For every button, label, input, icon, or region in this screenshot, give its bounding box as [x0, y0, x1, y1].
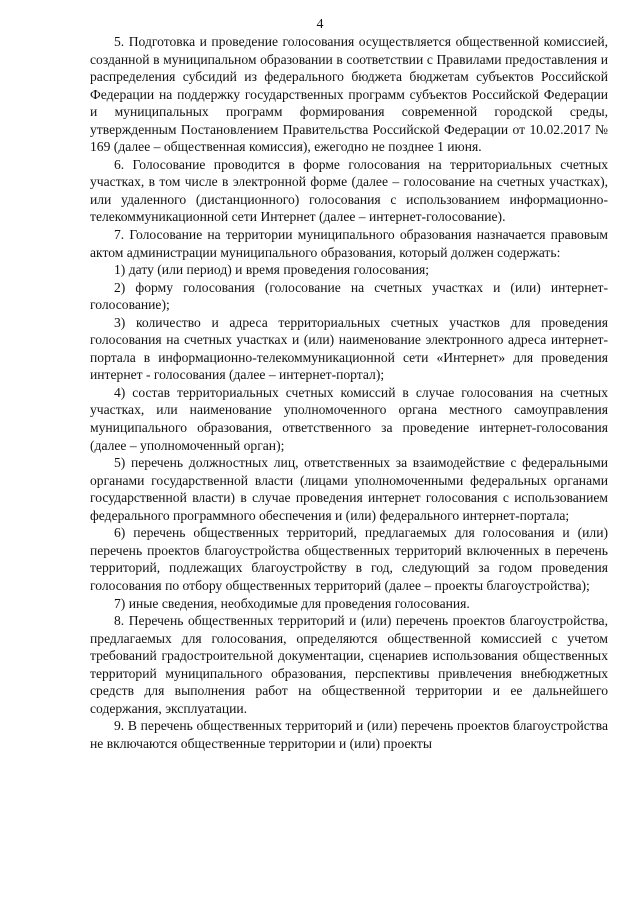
- page-number: 4: [316, 17, 324, 32]
- paragraph-8: 8. Перечень общественных территорий и (или) перечень проектов благоустройства, предлагаемых для голосования, определяются общественной комиссией с учетом требований градостроительной документации, сценариев использования общественных территорий муниципального образования, перспективы привлечения внебюджетных средств для выполнения работ на общественной территории и ее дальнейшего содержания, эксплуатации.: [90, 613, 608, 716]
- list-item-7: 7) иные сведения, необходимые для проведения голосования.: [114, 595, 470, 611]
- paragraph-5: 5. Подготовка и проведение голосования осуществляется общественной комиссией, созданной в муниципальном образовании в соответствии с Правилами предоставления и распределения субсидий из федерального бюджета бюджетам субъектов Российской Федерации на поддержку государственных программ субъектов Российской Федерации и муниципальных программ формирования современной городской среды, утвержденным Постановлением Правительства Российской Федерации от 10.02.2017 № 169 (далее – общественная комиссия), ежегодно не позднее 1 июня.: [90, 34, 608, 155]
- paragraph-6: 6. Голосование проводится в форме голосования на территориальных счетных участках, в том числе в электронной форме (далее – голосование на счетных участках), или удаленного (дистанционного) голосования с использованием информационно-телекоммуникационной сети Интернет (далее – интернет-голосование).: [90, 156, 608, 225]
- paragraph-9: 9. В перечень общественных территорий и (или) перечень проектов благоустройства не включаются общественные территории и (или) проекты: [90, 718, 608, 751]
- paragraph-7: 7. Голосование на территории муниципального образования назначается правовым актом администрации муниципального образования, который должен содержать:: [90, 227, 608, 260]
- list-item-6: 6) перечень общественных территорий, предлагаемых для голосования и (или) перечень проектов благоустройства общественных территорий включенных в перечень территорий, подлежащих благоустройству в год, следующий за годом проведения голосования по отбору общественных территорий (далее – проекты благоустройства);: [90, 525, 608, 593]
- list-item-1: 1) дату (или период) и время проведения голосования;: [114, 262, 430, 278]
- list-item-4: 4) состав территориальных счетных комиссий в случае голосования на счетных участках, или наименование уполномоченного органа местного самоуправления муниципального образования, ответственного за проведение интернет-голосования (далее – уполномоченный орган);: [90, 384, 608, 453]
- list-item-2: 2) форму голосования (голосование на счетных участках и (или) интернет-голосование);: [90, 279, 608, 313]
- document-body: [90, 33, 608, 752]
- list-item-3: 3) количество и адреса территориальных счетных участков для проведения голосования на счетных участках и (или) наименование электронного адреса интернет-портала в информационно-телекоммуникационной сети «Интернет» для проведения интернет - голосования (далее – интернет-портал);: [90, 314, 608, 383]
- list-item-5: 5) перечень должностных лиц, ответственных за взаимодействие с федеральными органами государственной власти (лицами уполномоченными федеральных органами государственной власти) в случае проведения интернет голосования с использованием федерального программного обеспечения и (или) федерального интернет-портала;: [90, 455, 608, 523]
